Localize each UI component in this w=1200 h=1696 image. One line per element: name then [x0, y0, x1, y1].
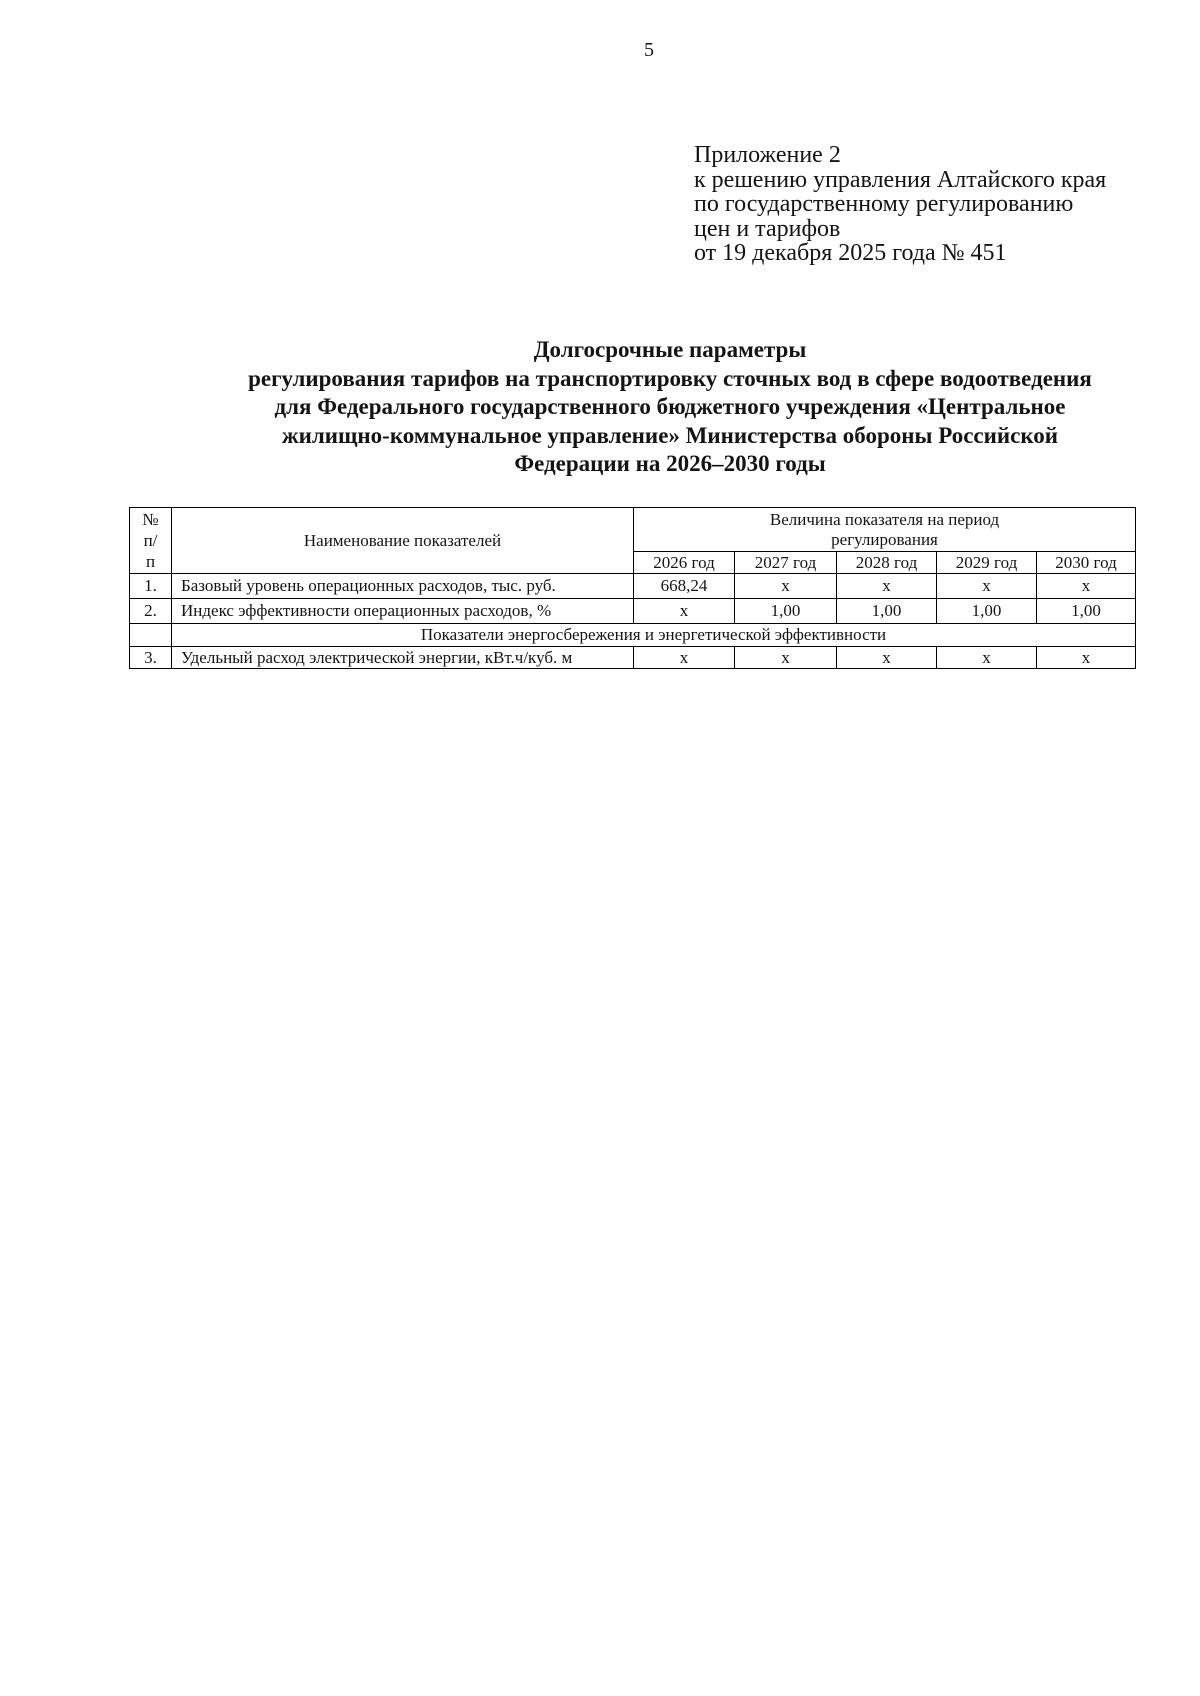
parameters-table [129, 507, 1136, 669]
value-cell: х [837, 647, 937, 669]
row-number: 3. [130, 647, 172, 669]
title-line: Долгосрочные параметры [533, 337, 807, 362]
value-cell: 1,00 [1037, 599, 1136, 624]
value-cell: х [735, 574, 837, 599]
value-cell: 1,00 [937, 599, 1037, 624]
header-year-cell: 2030 год [1037, 552, 1136, 574]
value-cell: 668,24 [634, 574, 735, 599]
value-cell: х [1037, 574, 1136, 599]
header-year-cell: 2026 год [634, 552, 735, 574]
value-cell: х [1037, 647, 1136, 669]
header-period-line: Величина показателя на период [769, 509, 1000, 529]
title-line: жилищно-коммунальное управление» Министерства обороны Российской [281, 422, 1059, 448]
appendix-line: к решению управления Алтайского края [694, 166, 1107, 193]
indicator-name: Индекс эффективности операционных расходов, % [172, 599, 634, 624]
row-number: 1. [130, 574, 172, 599]
table-header-row [130, 508, 1136, 552]
appendix-line: по государственному регулированию [694, 191, 1074, 217]
table-row [130, 647, 1136, 669]
page-number: 5 [644, 39, 654, 61]
title-line: для Федерального государственного бюджетного учреждения «Центральное [274, 394, 1066, 419]
value-cell: х [634, 647, 735, 669]
row-number: 2. [130, 599, 172, 624]
header-year-cell: 2027 год [735, 552, 837, 574]
indicator-name: Удельный расход электрической энергии, кВт.ч/куб. м [172, 647, 634, 669]
table-row [130, 574, 1136, 599]
header-number-line: п [145, 552, 156, 571]
appendix-block [694, 143, 1106, 266]
header-name-cell: Наименование показателей [172, 508, 634, 574]
header-number-cell [130, 508, 172, 574]
appendix-line: от 19 декабря 2025 года № 451 [694, 240, 1007, 266]
header-year-cell: 2028 год [837, 552, 937, 574]
value-cell: х [735, 647, 837, 669]
value-cell: х [937, 574, 1037, 599]
title-line: Федерации на 2026–2030 годы [514, 451, 826, 476]
header-period-cell [634, 508, 1136, 552]
header-number-line: п/ [143, 531, 158, 550]
indicator-name: Базовый уровень операционных расходов, тыс. руб. [172, 574, 634, 599]
value-cell: 1,00 [735, 599, 837, 624]
value-cell: 1,00 [837, 599, 937, 624]
table-section-row [130, 624, 1136, 647]
appendix-line: Приложение 2 [694, 142, 841, 168]
section-title: Показатели энергосбережения и энергетической эффективности [172, 624, 1136, 647]
value-cell: х [937, 647, 1037, 669]
header-number-line: № [142, 510, 159, 529]
value-cell: х [837, 574, 937, 599]
header-period-line: регулирования [831, 529, 938, 549]
section-number-cell [130, 624, 172, 647]
document-title [170, 336, 1170, 479]
appendix-line: цен и тарифов [694, 215, 841, 242]
table-row [130, 599, 1136, 624]
header-year-cell: 2029 год [937, 552, 1037, 574]
title-line: регулирования тарифов на транспортировку сточных вод в сфере водоотведения [248, 365, 1092, 391]
value-cell: х [634, 599, 735, 624]
